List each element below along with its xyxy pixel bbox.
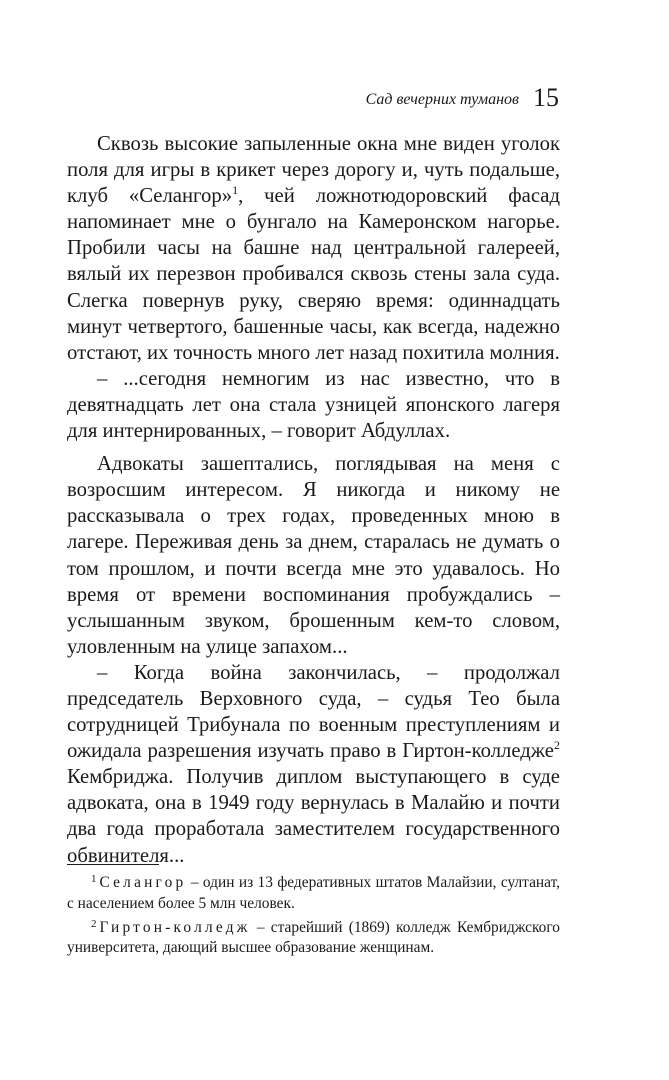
footnote-divider [67, 864, 159, 865]
page-number: 15 [533, 83, 559, 112]
footnote-2-number: 2 [91, 917, 97, 930]
paragraph-1-part-2: , чей ложнотюдоровский фасад напоминает мне о бунгало на Камеронском нагорье. Пробили часы на башне над центральной галереей, вялый их перезвон пробивался сквозь стены зала суда. Слегка повернув руку, сверяю время: одиннадцать минут четвертого, башенные часы, как всегда, надежно отстают, их точность много лет назад похитила молния. [67, 185, 560, 364]
footnote-1-text: – один из 13 федеративных штатов Малайзии, султанат, с населением более 5 млн человек. [67, 874, 560, 912]
footnote-2 [67, 918, 560, 960]
running-title: Сад вечерних туманов [365, 91, 519, 108]
running-head [366, 84, 559, 114]
footnote-ref-1: 1 [232, 183, 239, 198]
paragraph-4 [67, 660, 560, 869]
footnote-1-number: 1 [91, 873, 97, 885]
paragraph-4-part-1: – Когда война закончилась, – продолжал председатель Верховного суда, – судья Тео была сотрудницей Трибунала по военным преступлениям и ожидала разрешения изучать право в Гиртон-колледже [67, 661, 560, 763]
footnote-1-term: Селангор [99, 874, 187, 891]
footnote-1 [67, 873, 560, 915]
footnotes [67, 873, 560, 959]
footnote-2-term: Гиртон-колледж [99, 918, 251, 936]
paragraph-1 [67, 131, 560, 366]
body-text [67, 131, 560, 869]
paragraph-2: – ...сегодня немногим из нас известно, что в девятнадцать лет она стала узницей японского лагеря для интернированных, – говорит Абдуллах. [67, 367, 560, 443]
footnote-ref-2: 2 [554, 738, 560, 753]
paragraph-4-part-2: Кембриджа. Получив диплом выступающего в суде адвоката, она в 1949 году вернулась в Малайю и почти два года проработала заместителем государственного обвинителя... [67, 766, 560, 867]
paragraph-3: Адвокаты зашептались, поглядывая на меня с возросшим интересом. Я никогда и никому не рассказывала о трех годах, проведенных мною в лагере. Переживая день за днем, старалась не думать о том прошлом, и почти всегда мне это удавалось. Но время от времени воспоминания пробуждались – услышанным звуком, брошенным кем-то словом, уловленным на улице запахом... [67, 453, 560, 658]
footnote-2-text: – старейший (1869) колледж Кембриджского университета, дающий высшее образование женщинам. [67, 918, 560, 957]
paragraph-1-part-1: Сквозь высокие запыленные окна мне виден уголок поля для игры в крикет через дорогу и, чуть подальше, клуб «Селангор» [67, 133, 560, 208]
